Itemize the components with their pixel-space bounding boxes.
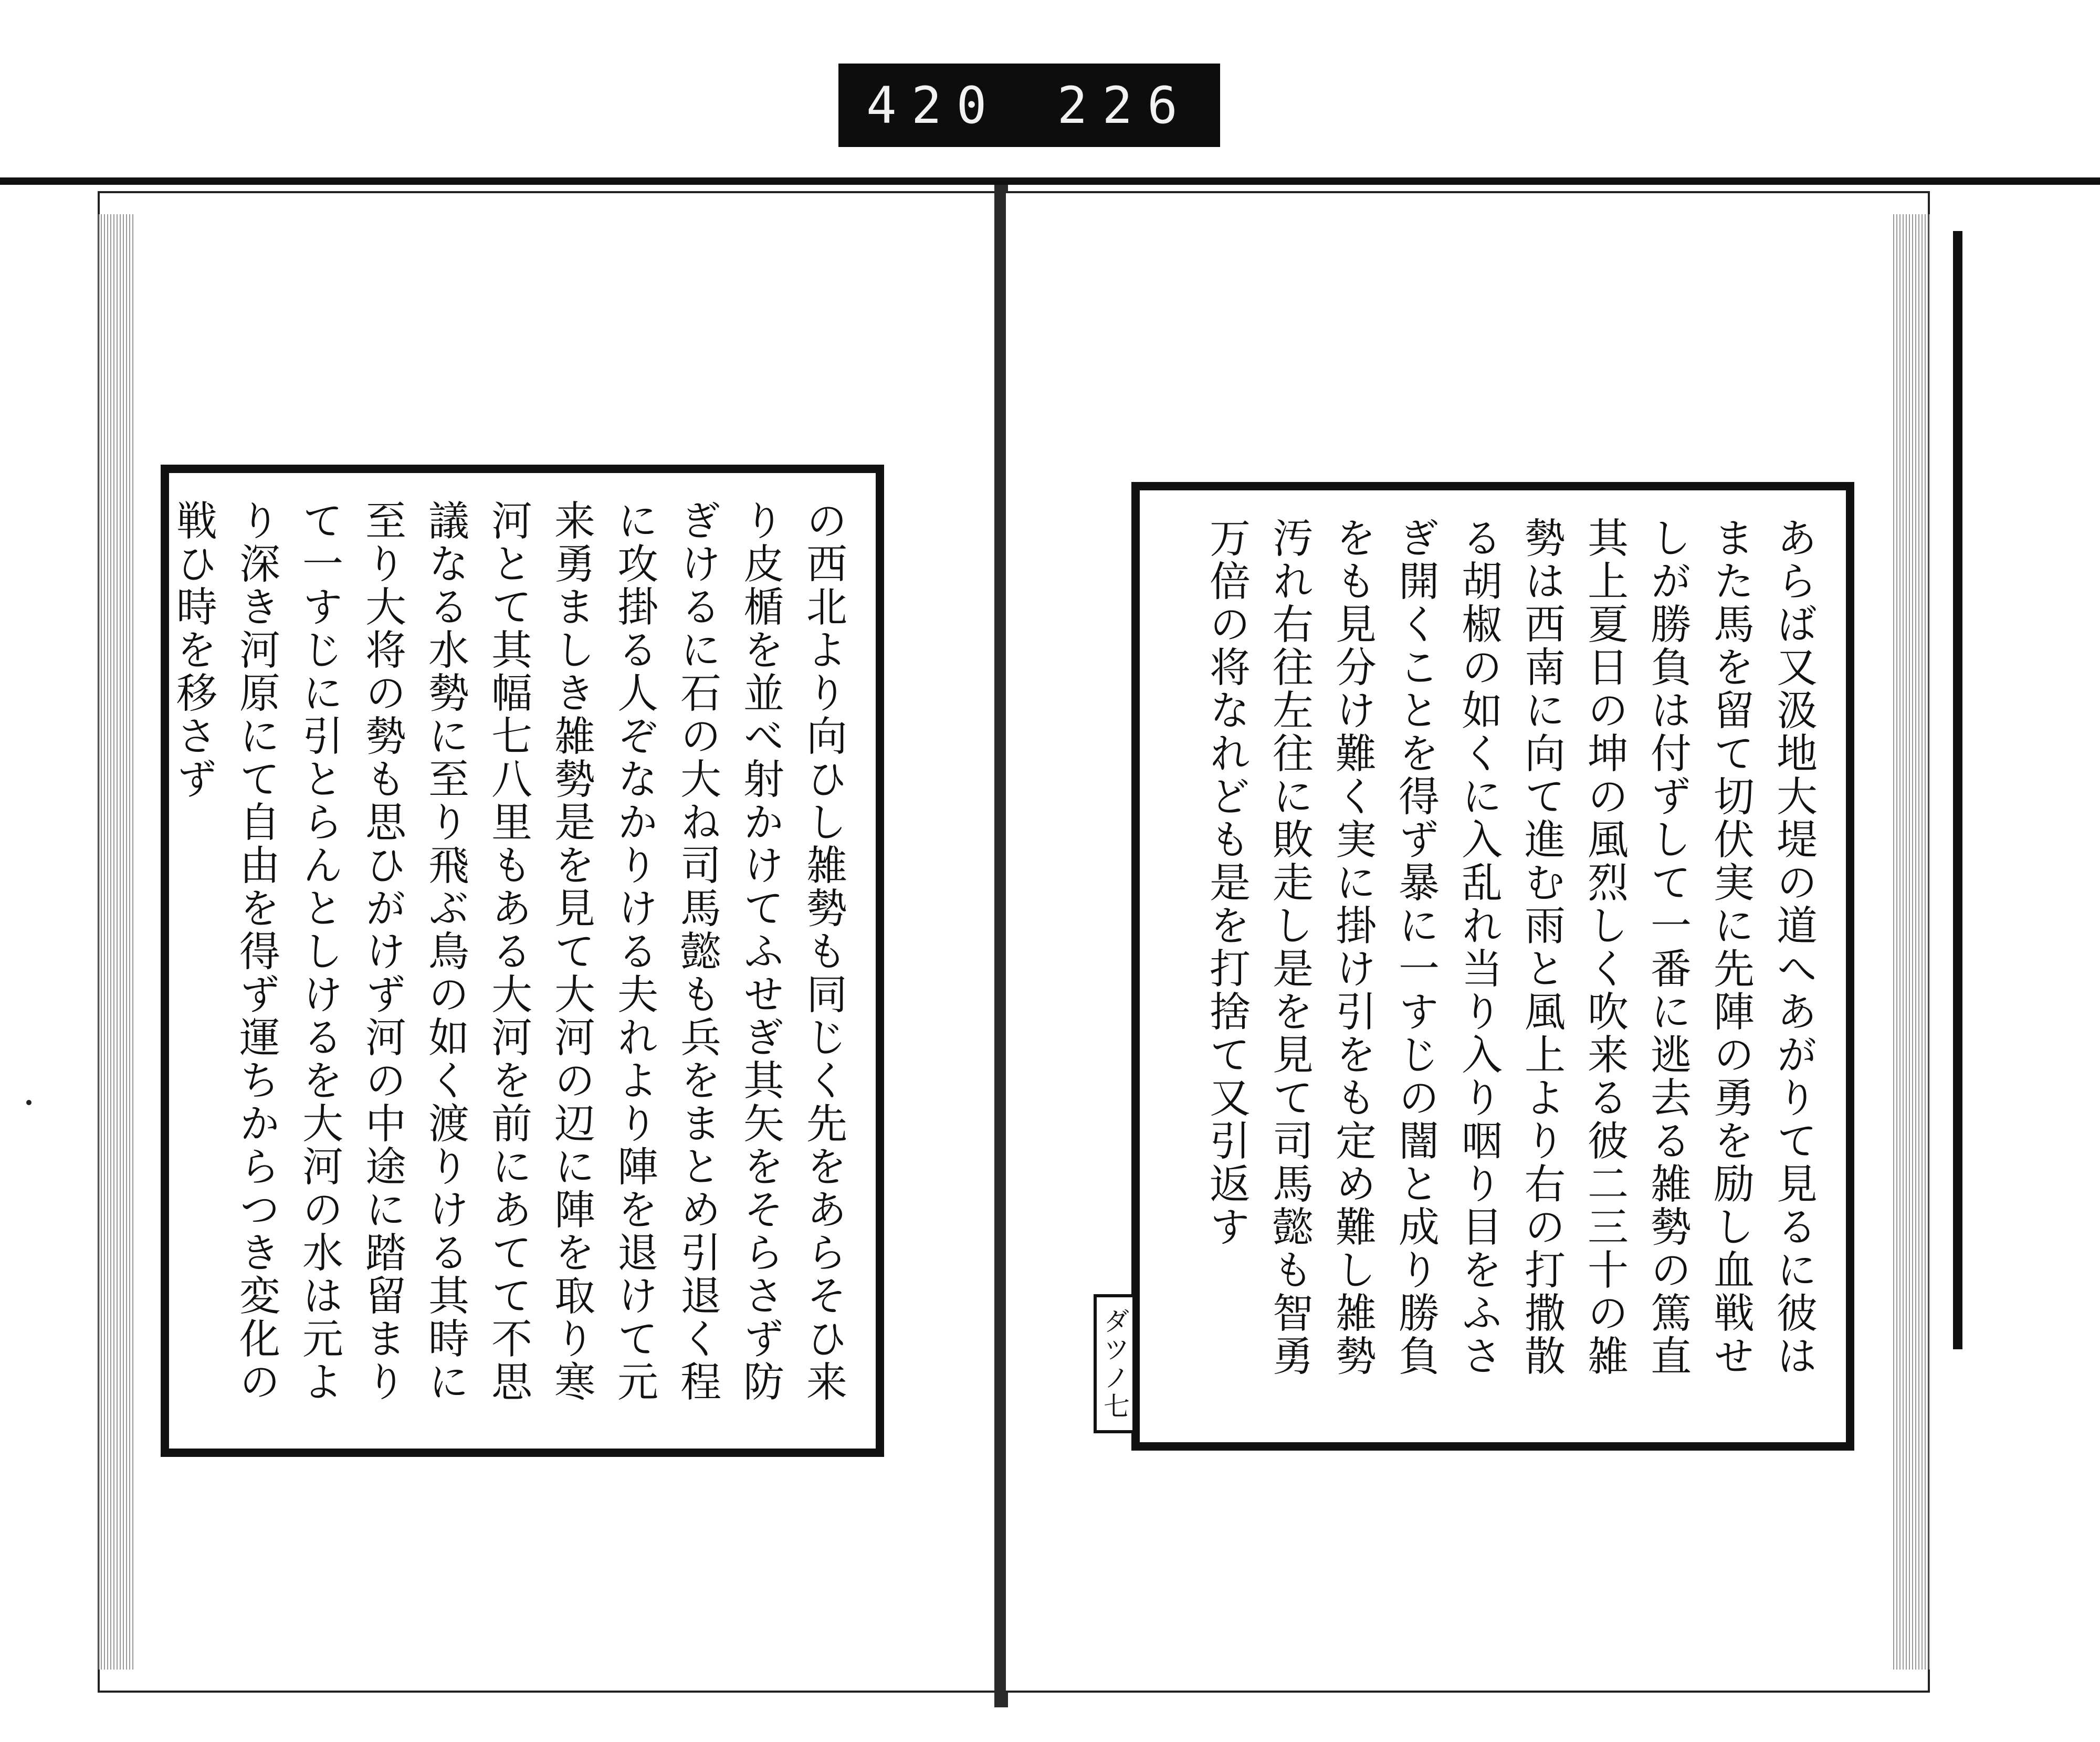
scan-speck bbox=[26, 1100, 32, 1105]
left-text-frame bbox=[161, 465, 884, 1457]
scanner-top-bar bbox=[0, 177, 2100, 185]
film-number-left: 420 bbox=[866, 76, 1002, 135]
right-page-edge bbox=[1893, 214, 1930, 1670]
right-text-frame bbox=[1131, 482, 1854, 1451]
page-number-tag bbox=[1094, 1294, 1136, 1433]
film-frame-label bbox=[838, 64, 1220, 147]
left-page-edge bbox=[98, 214, 134, 1670]
film-number-right: 226 bbox=[1057, 76, 1192, 135]
page-number-label: ダツノ七 bbox=[1099, 1307, 1130, 1421]
right-spine-bar bbox=[1953, 231, 1962, 1349]
left-page-text: の西北より向ひし雑勢も同じく先をあらそひ来り皮楯を並べ射かけてふせぎ其矢をそらさず防ぎけるに石の大ね司馬懿も兵をまとめ引退く程に攻掛る人ぞなかりける夫れより陣を退けて元来勇ましき雑勢是を見て大河の辺に陣を取り寒河とて其幅七八里もある大河を前にあてて不思議なる水勢に至り飛ぶ鳥の如く渡りける其時に至り大将の勢も思ひがけず河の中途に踏留まりて一すじに引とらんとしけるを大河の水は元より深き河原にて自由を得ず運ちからつき変化の戦ひ時を移さず bbox=[170, 499, 847, 1403]
right-page-text: あらば又汲地大堤の道へあがりて見るに彼はまた馬を留て切伏実に先陣の勇を励し血戦せしが勝負は付ずして一番に逃去る雑勢の篤直其上夏日の坤の風烈しく吹来る彼二三十の雑勢は西南に向て進む雨と風上より右の打撒散る胡椒の如くに入乱れ当り入り咽り目をふさぎ開くことを得ず暴に一すじの闇と成り勝負をも見分け難く実に掛け引をも定め難し雑勢汚れ右往左往に敗走し是を見て司馬懿も智勇万倍の将なれども是を打捨て又引返す bbox=[1203, 517, 1817, 1378]
